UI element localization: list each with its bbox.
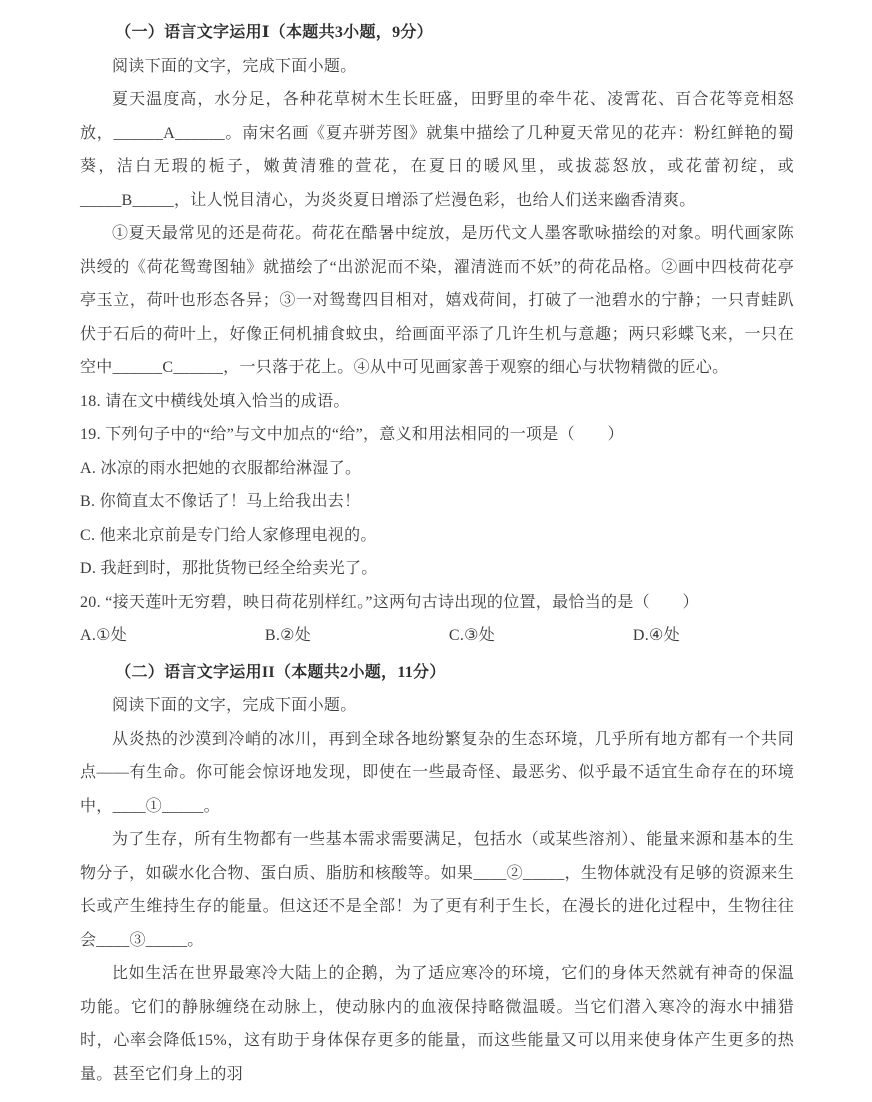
question-19-option-d: D. 我赶到时，那批货物已经全给卖光了。 — [80, 560, 378, 577]
section2-heading: （二）语言文字运用II（本题共2小题，11分） — [115, 663, 446, 681]
section2-passage-para2: 为了生存，所有生物都有一些基本需求需要满足，包括水（或某些溶剂）、能量来源和基本的生物分子，如碳水化合物、蛋白质、脂肪和核酸等。如果____②_____，生物体就没有足够的资源来生长或产生维持生存的能量。但这还不是全部！为了更有利于生长，在漫长的进化过程中，生物往往会____③_____。 — [80, 831, 794, 949]
question-19-option-b: B. 你简直太不像话了！马上给我出去！ — [80, 493, 361, 510]
section2-passage-para1: 从炎热的沙漠到冷峭的冰川，再到全球各地纷繁复杂的生态环境，几乎所有地方都有一个共同点——有生命。你可能会惊讶地发现，即使在一些最奇怪、最恶劣、似乎最不适宜生命存在的环境中，____①_____。 — [80, 730, 794, 815]
question-20-option-d: D.④处 — [632, 627, 680, 644]
question-20-option-c: C.③处 — [448, 627, 496, 644]
question-19: 19. 下列句子中的“给”与文中加点的“给”，意义和用法相同的一项是（ ） — [80, 426, 624, 443]
section1-heading: （一）语言文字运用Ⅰ（本题共3小题，9分） — [115, 24, 433, 41]
section1-passage-para1: 夏天温度高，水分足，各种花草树木生长旺盛，田野里的牵牛花、凌霄花、百合花等竞相怒放，______A______。南宋名画《夏卉骈芳图》就集中描绘了几种夏天常见的花卉：粉红鲜艳的蜀葵，洁白无瑕的栀子，嫩黄清雅的萱花，在夏日的暖风里，或拔蕊怒放，或花蕾初绽，或_____B_____，让人悦目清心，为炎炎夏日增添了烂漫色彩，也给人们送来幽香清爽。 — [80, 91, 794, 209]
question-20-option-a: A.①处 — [80, 627, 128, 644]
question-20-options — [80, 619, 680, 653]
section1-intro: 阅读下面的文字，完成下面小题。 — [112, 57, 357, 75]
question-19-option-c: C. 他来北京前是专门给人家修理电视的。 — [80, 526, 377, 544]
section1-passage-para2: ①夏天最常见的还是荷花。荷花在酷暑中绽放，是历代文人墨客歌咏描绘的对象。明代画家陈洪绶的《荷花鸳鸯图轴》就描绘了“出淤泥而不染，濯清涟而不妖”的荷花品格。②画中四枝荷花亭亭玉立，荷叶也形态各异；③一对鸳鸯四目相对，嬉戏荷间，打破了一池碧水的宁静；一只青蛙趴伏于石后的荷叶上，好像正伺机捕食蚊虫，给画面平添了几许生机与意趣；两只彩蝶飞来，一只在空中______C______，一只落于花上。④从中可见画家善于观察的细心与状物精微的匠心。 — [80, 225, 794, 376]
question-20-option-b: B.②处 — [264, 627, 312, 644]
question-18: 18. 请在文中横线处填入恰当的成语。 — [80, 392, 350, 410]
section2-intro: 阅读下面的文字，完成下面小题。 — [112, 697, 357, 714]
question-20: 20. “接天莲叶无穷碧，映日荷花别样红。”这两句古诗出现的位置，最恰当的是（ ） — [80, 593, 699, 611]
question-19-option-a: A. 冰凉的雨水把她的衣服都给淋湿了。 — [80, 459, 362, 477]
section2-passage-para3: 比如生活在世界最寒冷大陆上的企鹅，为了适应寒冷的环境，它们的身体天然就有神奇的保温功能。它们的静脉缠绕在动脉上，使动脉内的血液保持略微温暖。当它们潜入寒冷的海水中捕猎时，心率会降低15%，这有助于身体保存更多的能量，而这些能量又可以用来使身体产生更多的热量。甚至它们身上的羽 — [80, 965, 794, 1083]
